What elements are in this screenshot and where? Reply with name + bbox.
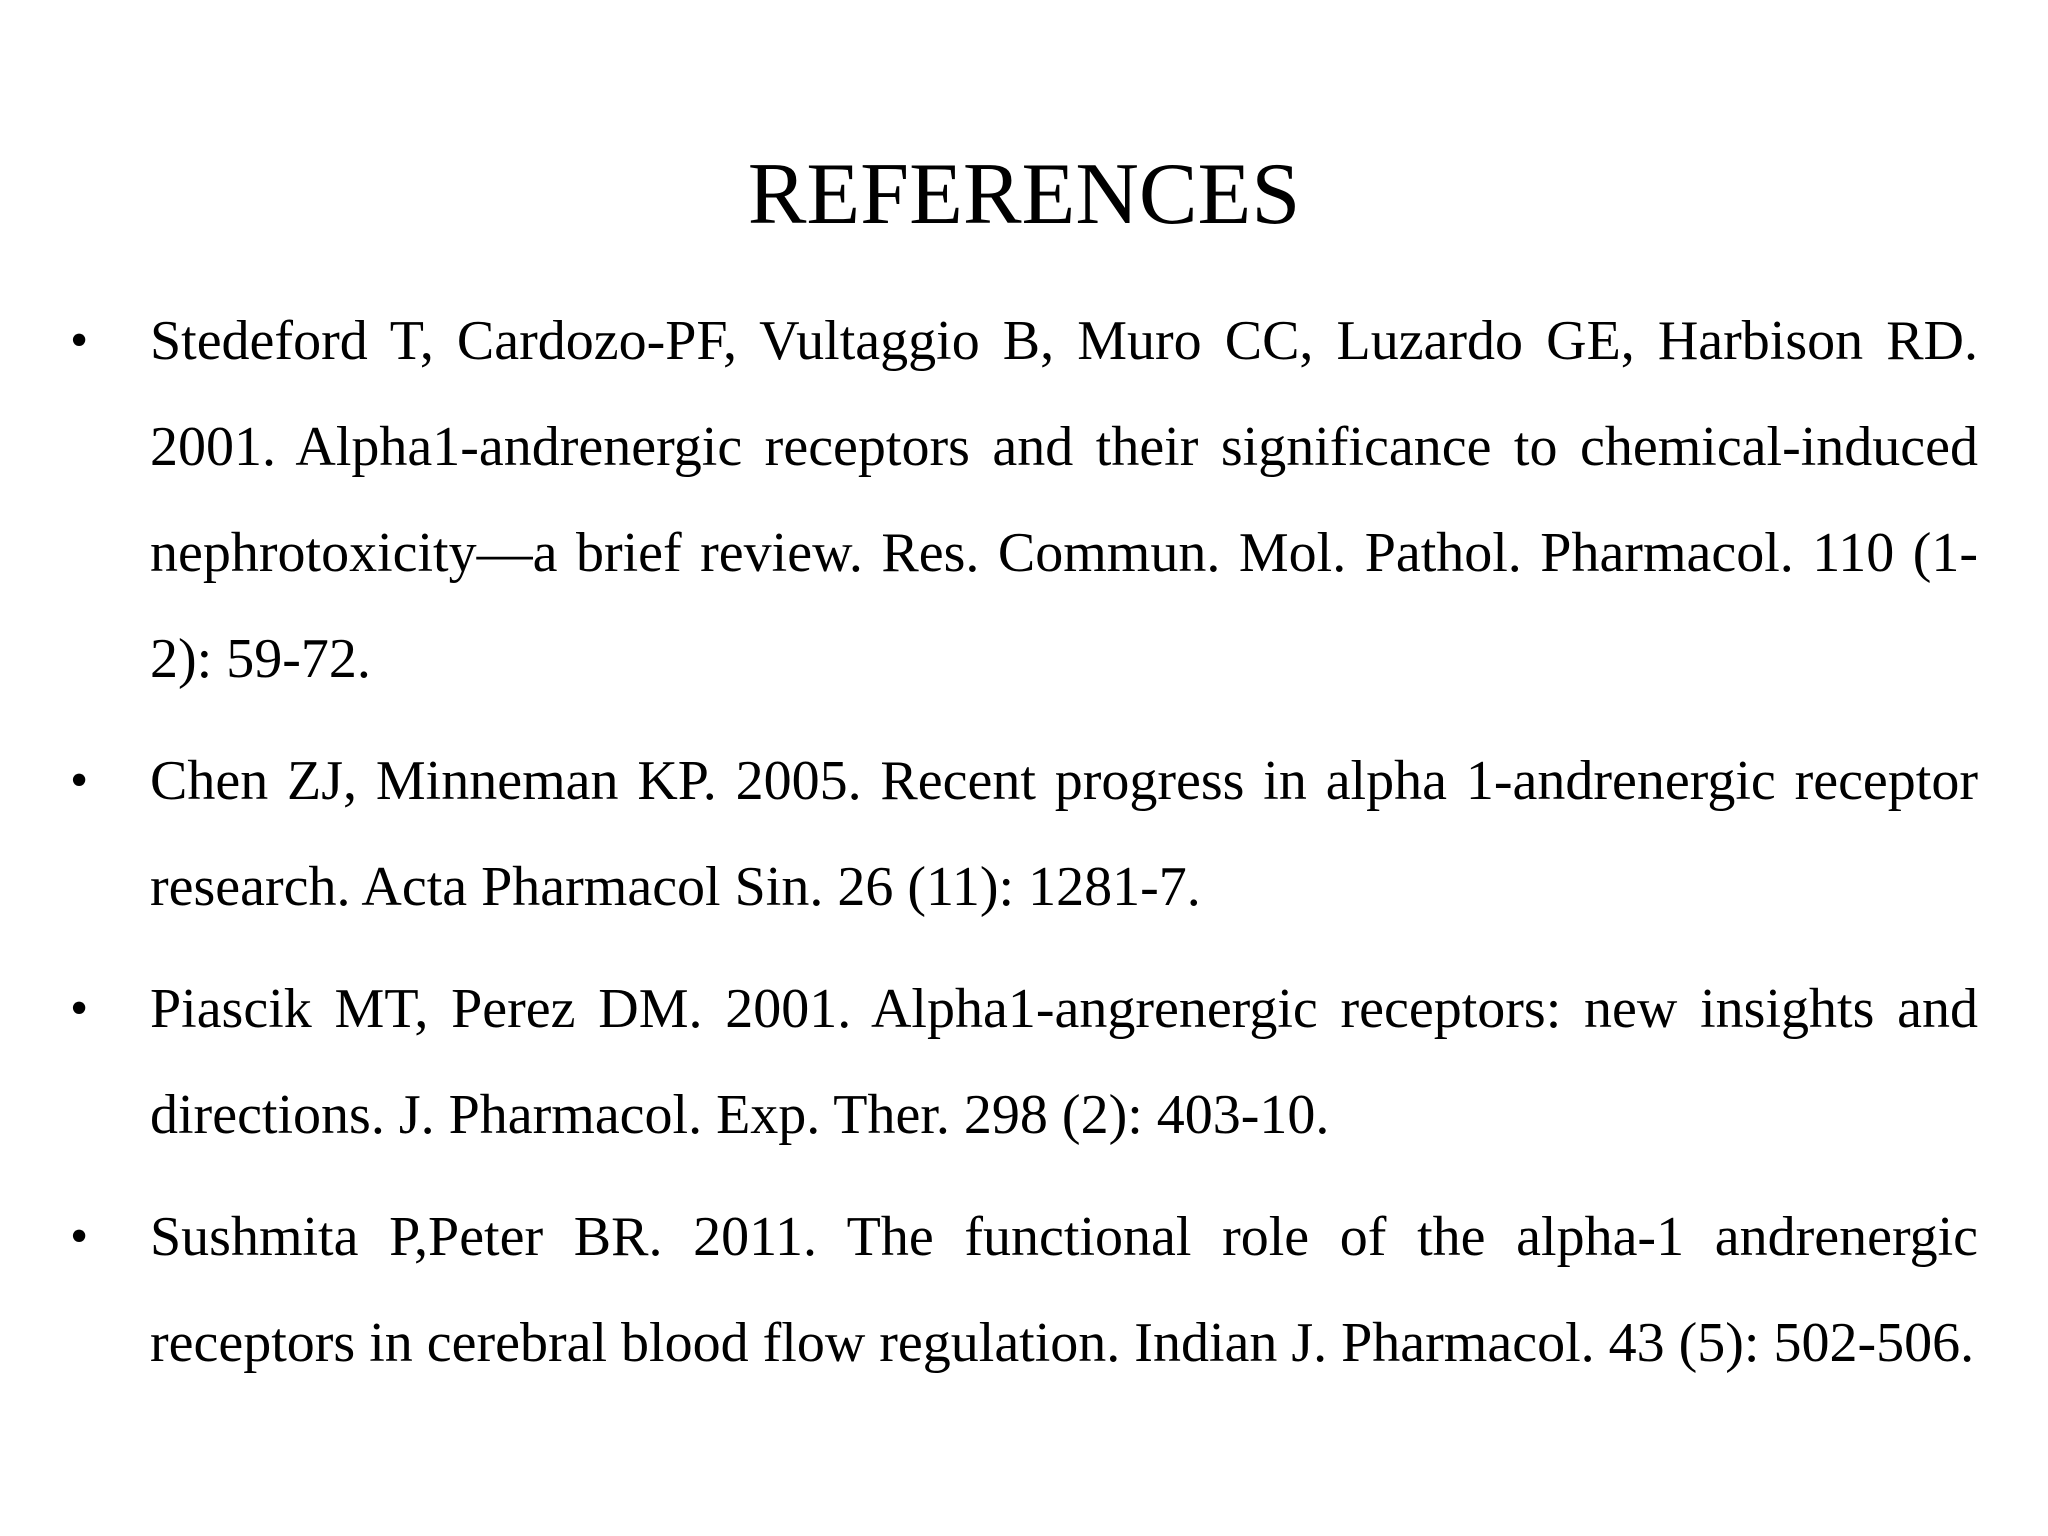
reference-item bbox=[70, 728, 1978, 940]
reference-item bbox=[70, 288, 1978, 712]
reference-text: Piascik MT, Perez DM. 2001. Alpha1-angrenergic receptors: new insights and directions. J. Pharmacol. Exp. Ther. 298 (2): 403-10. bbox=[150, 978, 1978, 1146]
bullet-icon: • bbox=[70, 312, 89, 369]
reference-text: Stedeford T, Cardozo-PF, Vultaggio B, Muro CC, Luzardo GE, Harbison RD. 2001. Alpha1-andrenergic receptors and their significance to chemical-induced nephrotoxicity—a brief review. Res. Commun. Mol. Pathol. Pharmacol. 110 (1-2): 59-72. bbox=[150, 310, 1978, 690]
reference-item bbox=[70, 1184, 1978, 1396]
slide-title: REFERENCES bbox=[747, 146, 1301, 243]
bullet-icon: • bbox=[70, 1208, 89, 1265]
reference-list bbox=[70, 288, 1978, 1412]
reference-item bbox=[70, 956, 1978, 1168]
bullet-icon: • bbox=[70, 980, 89, 1037]
reference-text: Chen ZJ, Minneman KP. 2005. Recent progress in alpha 1-andrenergic receptor research. Acta Pharmacol Sin. 26 (11): 1281-7. bbox=[150, 750, 1978, 918]
bullet-icon: • bbox=[70, 752, 89, 809]
reference-text: Sushmita P,Peter BR. 2011. The functional role of the alpha-1 andrenergic receptors in cerebral blood flow regulation. Indian J. Pharmacol. 43 (5): 502-506. bbox=[150, 1206, 1978, 1374]
